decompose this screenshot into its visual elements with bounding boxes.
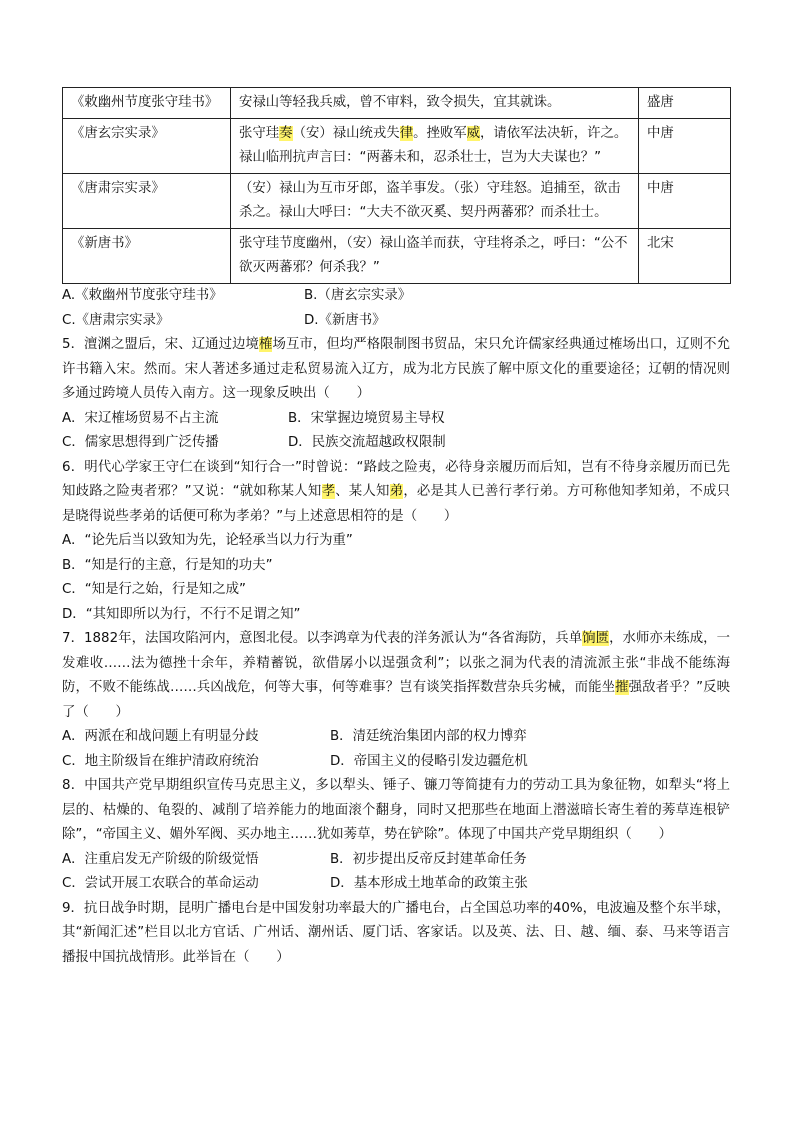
table-cell-content: 安禄山等轻我兵威，曾不审料，致令损失，宜其就诛。	[231, 88, 639, 119]
option-a: A．宋辽榷场贸易不占主流	[62, 410, 219, 426]
q7-options-row-1	[62, 725, 730, 750]
option-b: B．“知是行的主意，行是知的功夫”	[62, 557, 273, 573]
option-d: D．帝国主义的侵略引发边疆危机	[330, 753, 528, 769]
table-row	[63, 174, 731, 229]
option-a: A．“论先后当以致知为先，论轻承当以力行为重”	[62, 533, 353, 548]
highlighted-text: 奏	[279, 126, 293, 141]
text-run: 张守珪	[239, 126, 280, 141]
text-run: 。挫败军	[413, 126, 467, 141]
question-5	[62, 333, 730, 407]
text-run: 5．澶渊之盟后，宋、辽通过边境	[62, 337, 260, 352]
document-content	[62, 87, 730, 970]
text-run: ，必是其人已善行孝行弟。方可称他知孝知弟，不成只是晓得说些孝弟的话便可称为孝弟？”与上述意思相符的是（ ）	[62, 484, 731, 524]
table-cell-era: 中唐	[639, 174, 731, 229]
option-d: D．“其知即所以为行，不行不足谓之知”	[62, 606, 301, 622]
table-row	[63, 119, 731, 174]
text-run: 强敌者乎？”反映了（ ）	[62, 680, 731, 720]
table-cell-era: 盛唐	[639, 88, 731, 119]
q7-options-row-2	[62, 750, 730, 775]
option-c: C．“知是行之始，行是知之成”	[62, 582, 246, 597]
highlighted-text: 饷匮	[582, 631, 610, 646]
text-run: （安）禄山统戎失	[292, 126, 400, 141]
table-row	[63, 229, 731, 284]
option-b: B.（唐玄宗实录》	[304, 288, 412, 303]
option-c: C．儒家思想得到广泛传播	[62, 435, 219, 450]
q4-options-row-1	[62, 284, 730, 309]
q4-options-row-2	[62, 309, 730, 334]
question-9: 9．抗日战争时期，昆明广播电台是中国发射功率最大的广播电台，占全国总功率的40%，电波遍及整个东半球，其“新闻汇述”栏目以北方官话、广州话、潮州话、厦门话、客家话。以及英、法、日、越、缅、泰、马来等语言播报中国抗战情形。此举旨在（ ）	[62, 900, 730, 965]
option-d: D．民族交流超越政权限制	[288, 435, 446, 450]
text-run: 6．明代心学家王守仁在谈到“知行合一”时曾说：“路歧之险夷，必待身亲履历而后知，岂有不待身亲履历而已先知歧路之险夷者邪？”又说：“就如称某人知	[62, 459, 730, 499]
option-a: A．两派在和战问题上有明显分歧	[62, 729, 259, 744]
table-cell-content: 张守珪节度幽州，（安）禄山盗羊而获，守珪将杀之，呼曰：“公不欲灭两蕃邪？何杀我？”	[231, 229, 639, 284]
source-table	[62, 87, 731, 284]
option-a: A．注重启发无产阶级的阶级觉悟	[62, 851, 259, 867]
option-d: D．基本形成土地革命的政策主张	[330, 876, 528, 891]
table-cell-source: 《唐玄宗实录》	[63, 119, 231, 174]
question-6	[62, 456, 730, 530]
table-cell-source: 《敕幽州节度张守珪书》	[63, 88, 231, 119]
table-cell-era: 北宋	[639, 229, 731, 284]
option-a: A.《敕幽州节度张守珪书》	[62, 288, 223, 303]
question-8: 8．中国共产党早期组织宣传马克思主义，多以犁头、锤子、镰刀等简捷有力的劳动工具为象征物，如犁头“将上层的、枯燥的、龟裂的、减削了培养能力的地面滚个翻身，同时又把那些在地面上潜滋暗长寄生着的莠草连根铲除”，“帝国主义、媚外军阀、买办地主……犹如莠草，势在铲除”。体现了中国共产党早期组织（ ）	[62, 778, 730, 842]
table-cell-era: 中唐	[639, 119, 731, 174]
option-c: C．尝试开展工农联合的革命运动	[62, 876, 259, 891]
table-row	[63, 88, 731, 119]
q5-options-row-1	[62, 407, 730, 432]
highlighted-text: 威	[466, 126, 481, 141]
highlighted-text: 律	[399, 126, 414, 141]
text-run: 7．1882年，法国攻陷河内，意图北侵。以李鸿章为代表的洋务派认为“各省海防，兵单	[62, 631, 583, 646]
highlighted-text: 摧	[615, 680, 629, 695]
text-run: 场互市，但均严格限制图书贸品，宋只允许儒家经典通过榷场出口，辽则不允许书籍入宋。然而。宋人著述多通过走私贸易流入辽方，成为北方民族了解中原文化的重要途径；辽朝的情况则多通过跨境人员传入南方。这一现象反映出（ ）	[62, 337, 731, 401]
table-cell-content: （安）禄山为互市牙郎，盗羊事发。（张）守珪怒。追捕至，欲击杀之。禄山大呼曰：“大夫不欲灭奚、契丹两蕃邪？而杀壮士。	[231, 174, 639, 229]
highlighted-text: 榷	[259, 337, 273, 352]
text-run: ，请依军法决斩，许之。禄山临刑抗声言曰：“两蕃未和，忍杀壮士，岂为大夫谋也？”	[239, 126, 628, 165]
question-7	[62, 627, 730, 725]
option-d: D.《新唐书》	[304, 312, 386, 328]
q5-options-row-2	[62, 431, 730, 456]
highlighted-text: 弟	[389, 484, 404, 499]
text-run: ，水师亦未练成，一发难收……法为德挫十余年，养精蓄锐，欲借孱小以逞强贪利”；以张之洞为代表的清流派主张“非战不能练海防，不败不能练战……兵凶战危，何等大事，何等难事？岂有谈笑指挥数营杂兵劣械，而能坐	[62, 631, 730, 695]
highlighted-text: 孝	[321, 484, 336, 499]
text-run: 、某人知	[335, 484, 390, 499]
q8-options-row-2	[62, 872, 730, 897]
option-c: C.《唐肃宗实录》	[62, 312, 170, 328]
table-cell-source: 《新唐书》	[63, 229, 231, 284]
option-b: B．初步提出反帝反封建革命任务	[330, 851, 527, 867]
q8-options-row-1	[62, 848, 730, 873]
table-cell-source: 《唐肃宗实录》	[63, 174, 231, 229]
option-c: C．地主阶级旨在维护清政府统治	[62, 753, 259, 769]
option-b: B．宋掌握边境贸易主导权	[288, 410, 445, 426]
option-b: B．清廷统治集团内部的权力博弈	[330, 729, 527, 744]
table-cell-content	[231, 119, 639, 174]
